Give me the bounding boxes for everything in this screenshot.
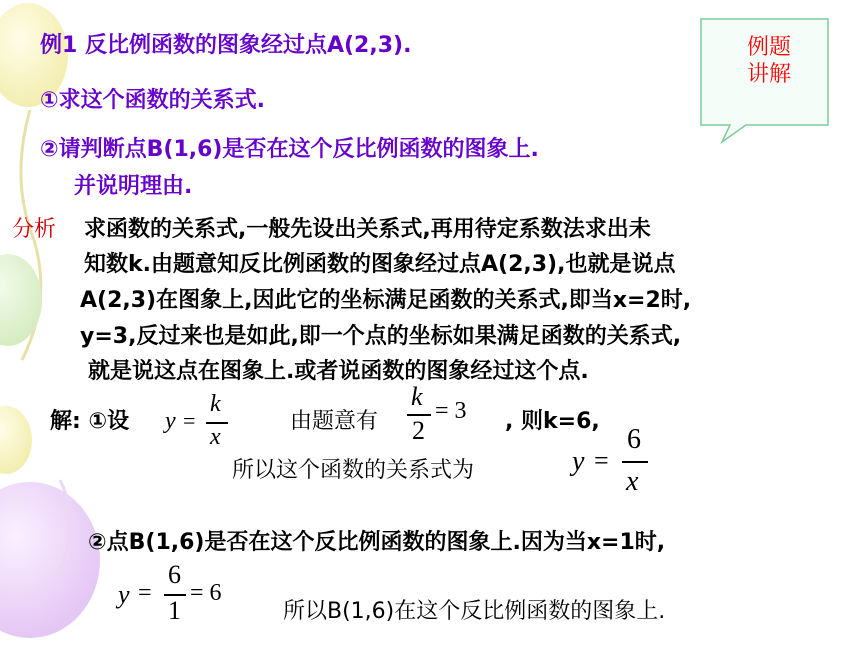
- solution-text-end: , 则k=6,: [505, 409, 600, 434]
- solution-label: 解: ①设: [50, 409, 130, 434]
- formula-y-equals-k-over-x: y = k x: [163, 392, 243, 454]
- analysis-label: 分析: [12, 217, 57, 242]
- question-2: ②请判断点B(1,6)是否在这个反比例函数的图象上.: [40, 137, 539, 162]
- callout-label: [731, 34, 807, 88]
- formula-y-equals-6-over-1: y = 6 1 = 6: [118, 560, 222, 625]
- analysis-line-5: 就是说这点在图象上.或者说函数的图象经过这个点.: [88, 359, 589, 384]
- solution-final: 所以B(1,6)在这个反比例函数的图象上.: [283, 599, 666, 624]
- analysis-line-1: 求函数的关系式,一般先设出关系式,再用待定系数法求出未: [84, 217, 651, 242]
- analysis-line-4: y=3,反过来也是如此,即一个点的坐标如果满足函数的关系式,: [80, 324, 682, 349]
- balloon-yellow-bottom: [0, 406, 32, 474]
- callout-line-1: 例题: [746, 35, 791, 60]
- formula-k-over-2-equals-3: k 2 = 3: [407, 382, 487, 452]
- question-1: ①求这个函数的关系式.: [40, 88, 265, 113]
- balloon-purple: [0, 482, 100, 638]
- analysis-line-3: A(2,3)在图象上,因此它的坐标满足函数的关系式,即当x=2时,: [80, 288, 692, 313]
- analysis-line-2: 知数k.由题意知反比例函数的图象经过点A(2,3),也就是说点: [84, 252, 676, 277]
- solution-text-mid: 由题意有: [290, 409, 379, 434]
- example-title: 例1 反比例函数的图象经过点A(2,3).: [40, 33, 412, 58]
- formula-y-equals-6-over-x: y = 6 x: [572, 424, 662, 500]
- balloon-green: [0, 254, 42, 346]
- question-2-continued: 并说明理由.: [74, 174, 193, 199]
- solution-part-2: ②点B(1,6)是否在这个反比例函数的图象上.因为当x=1时,: [88, 530, 666, 555]
- callout-line-2: 讲解: [746, 62, 791, 87]
- solution-conclusion: 所以这个函数的关系式为: [232, 458, 475, 483]
